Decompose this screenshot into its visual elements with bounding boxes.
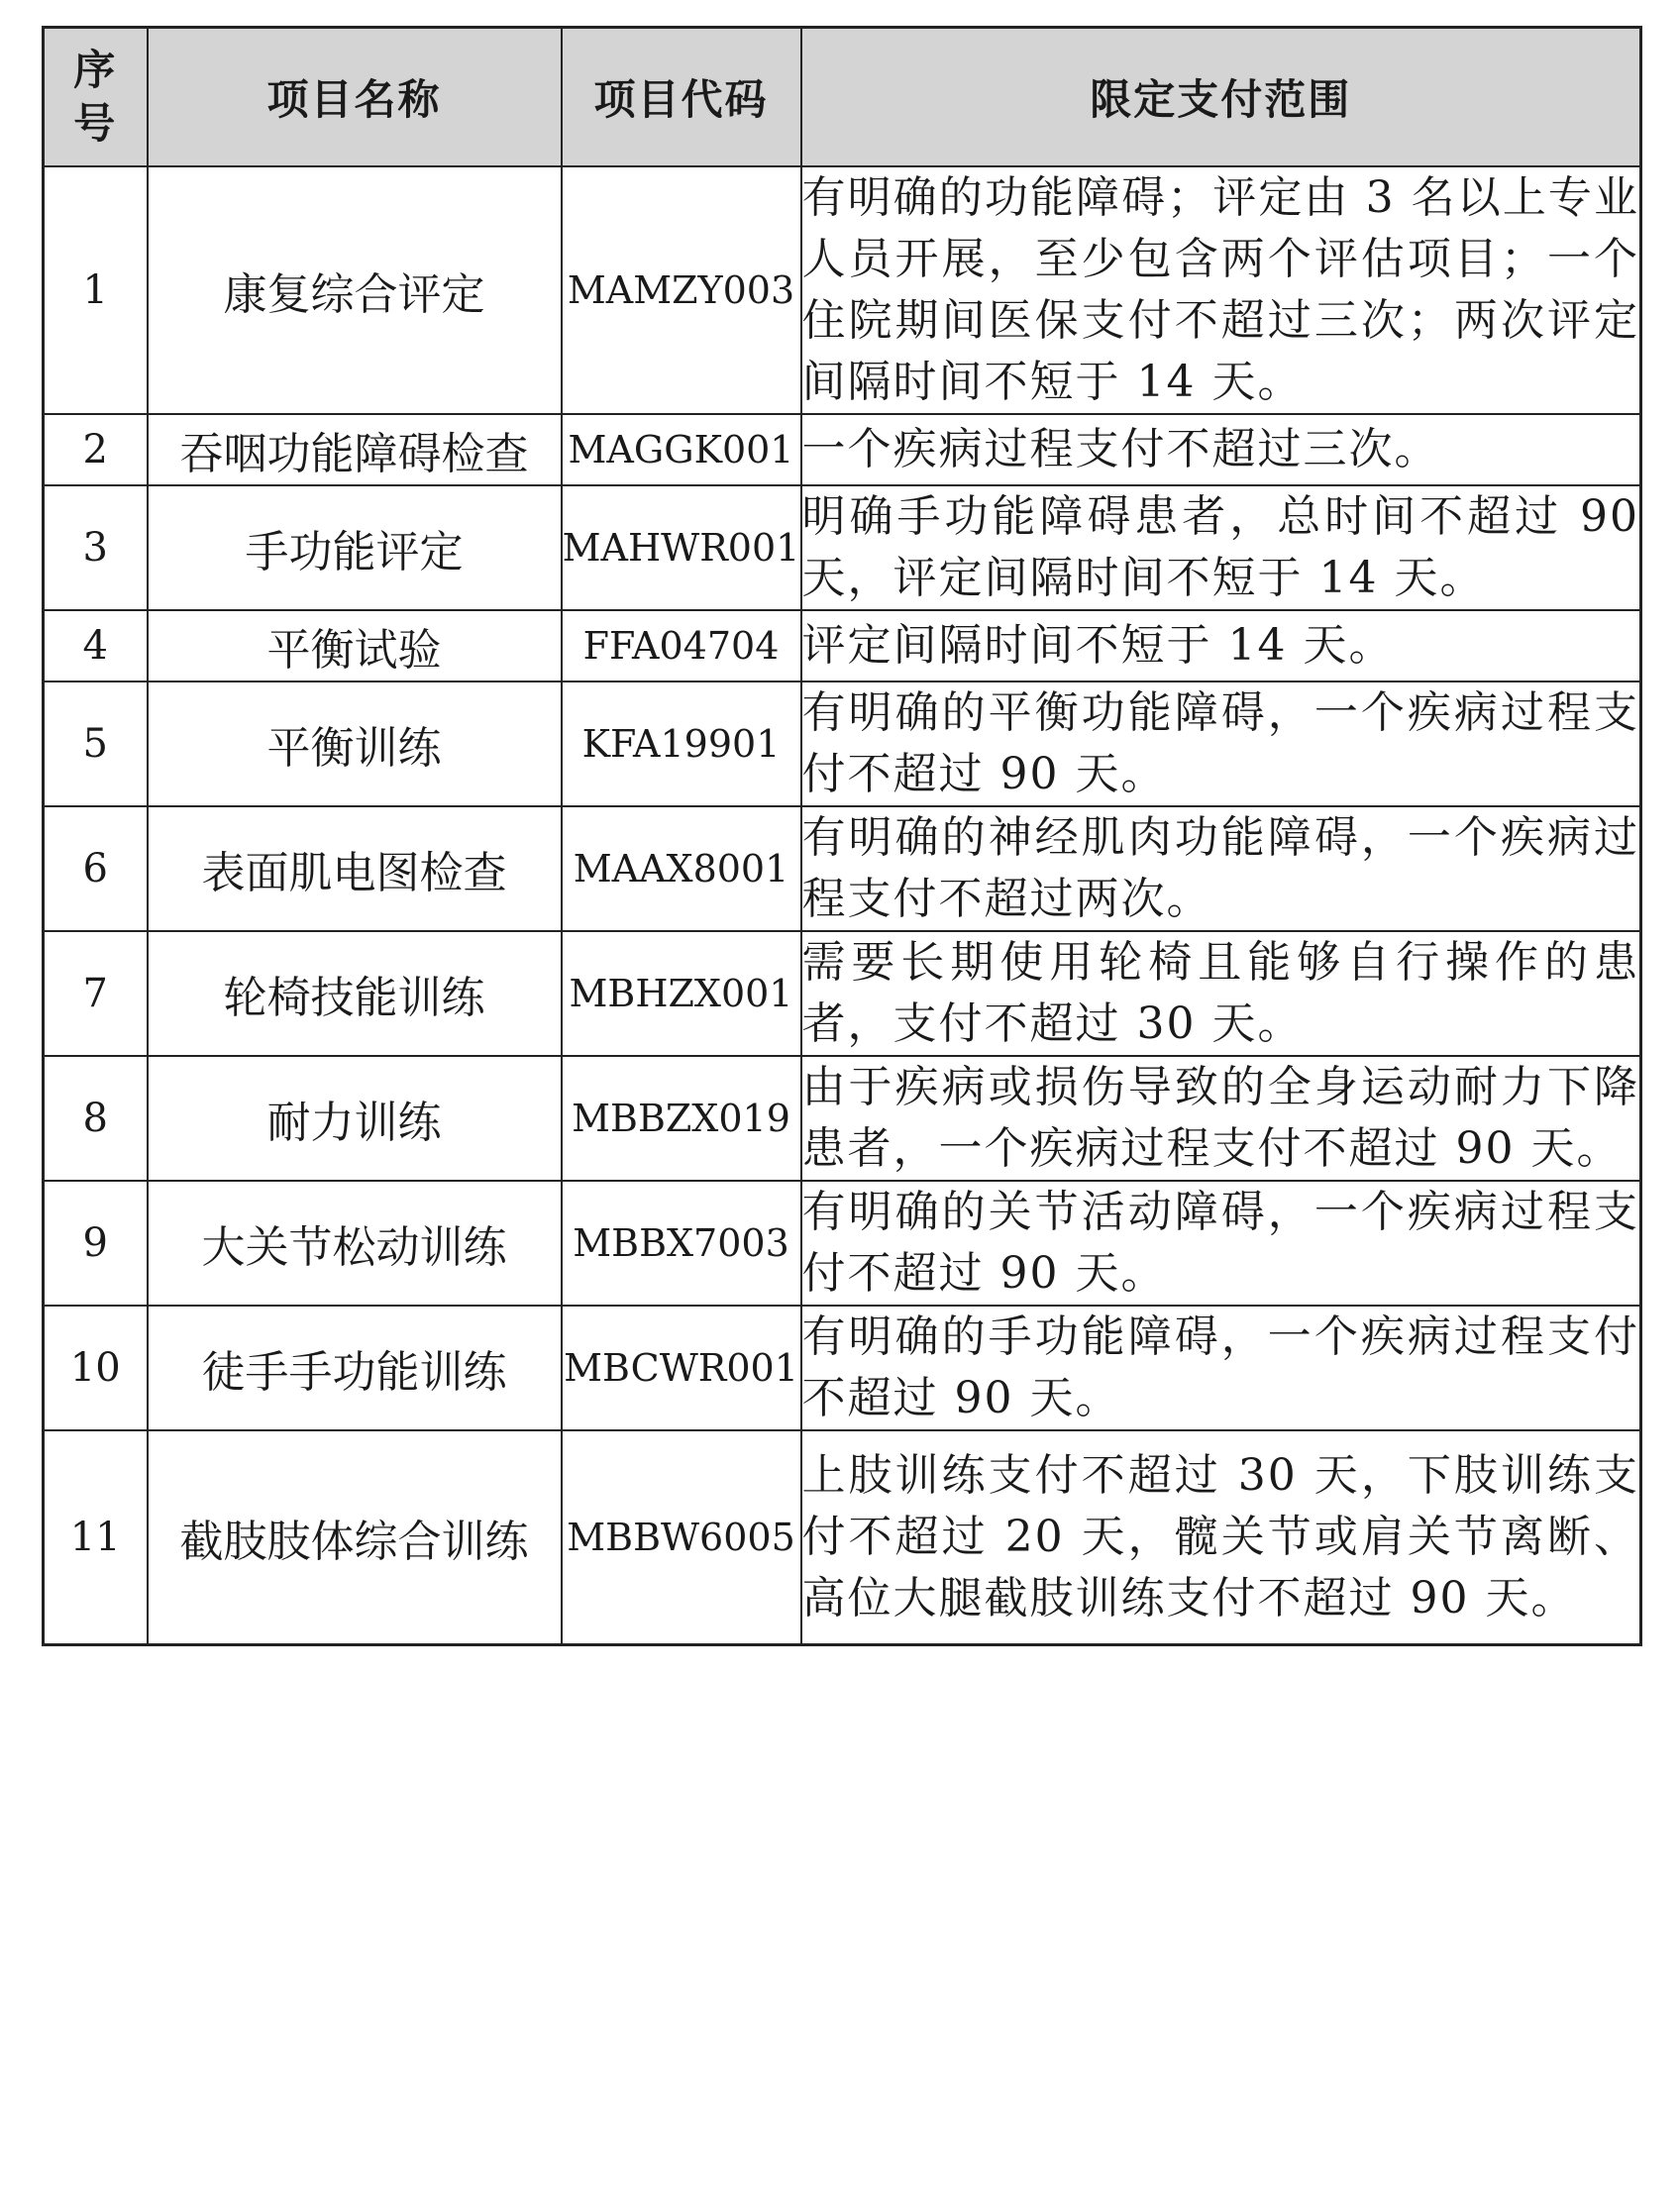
table-row	[44, 682, 1641, 806]
row-scope: 由于疾病或损伤导致的全身运动耐力下降患者，一个疾病过程支付不超过 90 天。	[801, 1056, 1641, 1181]
row-name: 吞咽功能障碍检查	[148, 414, 562, 485]
row-code: MBBX7003	[562, 1181, 801, 1306]
row-no: 1	[44, 166, 148, 414]
row-code: MAMZY003	[562, 166, 801, 414]
row-scope: 明确手功能障碍患者，总时间不超过 90 天，评定间隔时间不短于 14 天。	[801, 485, 1641, 610]
row-scope: 有明确的功能障碍；评定由 3 名以上专业人员开展，至少包含两个评估项目；一个住院期间医保支付不超过三次；两次评定间隔时间不短于 14 天。	[801, 166, 1641, 414]
table-row	[44, 931, 1641, 1056]
table-row	[44, 485, 1641, 610]
row-scope: 有明确的关节活动障碍，一个疾病过程支付不超过 90 天。	[801, 1181, 1641, 1306]
table-row	[44, 1056, 1641, 1181]
row-code: MBCWR001	[562, 1306, 801, 1430]
row-code: MAAX8001	[562, 806, 801, 931]
row-name: 手功能评定	[148, 485, 562, 610]
row-code: MBHZX001	[562, 931, 801, 1056]
row-name: 平衡试验	[148, 610, 562, 682]
row-name: 徒手手功能训练	[148, 1306, 562, 1430]
row-no: 8	[44, 1056, 148, 1181]
row-no: 5	[44, 682, 148, 806]
row-code: MBBW6005	[562, 1430, 801, 1644]
header-name: 项目名称	[148, 28, 562, 167]
row-name: 表面肌电图检查	[148, 806, 562, 931]
table-header-row	[44, 28, 1641, 167]
row-scope: 有明确的平衡功能障碍，一个疾病过程支付不超过 90 天。	[801, 682, 1641, 806]
row-name: 康复综合评定	[148, 166, 562, 414]
table-row	[44, 166, 1641, 414]
row-scope: 上肢训练支付不超过 30 天，下肢训练支付不超过 20 天，髋关节或肩关节离断、高位大腿截肢训练支付不超过 90 天。	[801, 1430, 1641, 1644]
header-no: 序 号	[44, 28, 148, 167]
row-name: 截肢肢体综合训练	[148, 1430, 562, 1644]
row-code: MAGGK001	[562, 414, 801, 485]
row-no: 10	[44, 1306, 148, 1430]
row-name: 大关节松动训练	[148, 1181, 562, 1306]
row-no: 11	[44, 1430, 148, 1644]
row-scope: 一个疾病过程支付不超过三次。	[801, 414, 1641, 485]
table-row	[44, 414, 1641, 485]
header-code: 项目代码	[562, 28, 801, 167]
table-row	[44, 610, 1641, 682]
row-scope: 有明确的手功能障碍，一个疾病过程支付不超过 90 天。	[801, 1306, 1641, 1430]
row-name: 平衡训练	[148, 682, 562, 806]
row-no: 9	[44, 1181, 148, 1306]
row-no: 6	[44, 806, 148, 931]
row-no: 7	[44, 931, 148, 1056]
row-no: 3	[44, 485, 148, 610]
row-code: MBBZX019	[562, 1056, 801, 1181]
row-code: FFA04704	[562, 610, 801, 682]
table-row	[44, 1430, 1641, 1644]
row-scope: 需要长期使用轮椅且能够自行操作的患者，支付不超过 30 天。	[801, 931, 1641, 1056]
table-row	[44, 806, 1641, 931]
header-scope: 限定支付范围	[801, 28, 1641, 167]
row-no: 4	[44, 610, 148, 682]
row-name: 耐力训练	[148, 1056, 562, 1181]
row-name: 轮椅技能训练	[148, 931, 562, 1056]
reimbursement-table	[42, 26, 1642, 1646]
row-code: MAHWR001	[562, 485, 801, 610]
row-scope: 有明确的神经肌肉功能障碍，一个疾病过程支付不超过两次。	[801, 806, 1641, 931]
table-row	[44, 1181, 1641, 1306]
row-no: 2	[44, 414, 148, 485]
table-row	[44, 1306, 1641, 1430]
row-scope: 评定间隔时间不短于 14 天。	[801, 610, 1641, 682]
row-code: KFA19901	[562, 682, 801, 806]
